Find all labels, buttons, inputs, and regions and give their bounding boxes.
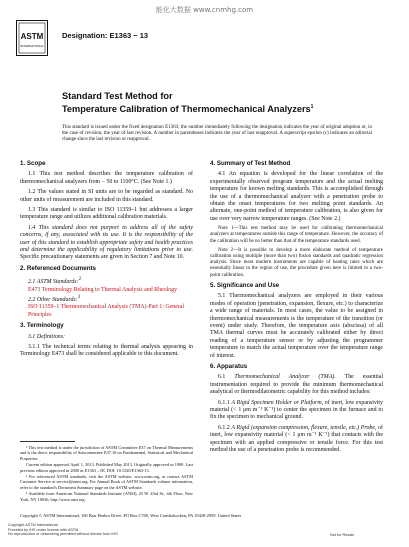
section-apparatus-heading: 6. Apparatus — [210, 362, 248, 370]
scope-1-4 — [20, 225, 193, 262]
terminology-definitions-label: 3.1 Definitions: — [28, 333, 65, 340]
section-scope-heading: 1. Scope — [20, 160, 46, 167]
apparatus-6-1: 6.1 Thermomechanical Analyzer (TMA). The essential instrumentation required to provide the minimum thermomechanical analytical or thermodilatometric capability for this method includes: — [210, 374, 384, 396]
section-summary-heading: 4. Summary of Test Method — [210, 160, 291, 167]
astm-international-logo — [16, 20, 48, 56]
footnote-3: ³ Available from American National Standards Institute (ANSI), 25 W. 43rd St., 4th Floor, New York, NY 10036, http://www.ansi.org. — [20, 491, 193, 502]
watermark: 能化大数据 www.cnmhg.com — [155, 6, 254, 14]
issued-note: This standard is issued under the fixed designation E1363; the number immediately following the designation indicates the year of original adoption or, in the case of revision, the year of last revision. A number in parentheses indicates the year of last reapproval. A superscript epsilon (ε) indicates an editorial change since the last revision or reapproval. — [62, 125, 372, 143]
apparatus-6-1-1: 6.1.1 A Rigid Specimen Holder or Platform, of inert, low expansivity material (< 1 μm m⁻¹ K⁻¹) to center the specimen in the furnace and to fix the specimen to mechanical ground. — [210, 399, 383, 421]
astm-standards-label: 2.1 ASTM Standards:$^2$ — [28, 277, 82, 286]
terminology-3-1-1: 3.1.1 The technical terms relating to thermal analysis appearing in Terminology E473 shall be considered applicable to this document. — [20, 344, 193, 358]
summary-4-1: 4.1 An equation is developed for the linear correlation of the experimentally observed program temperature and the actual melting temperature for known melting standards. This is accomplished through the use of a thermomechanical analyzer with a penetration probe to obtain the onset temperatures for two melting point standards. An alternate, one-point method of temperature calibration, is also given for use over very narrow temperature ranges. (See Note 2.) — [210, 171, 383, 222]
footnote-2: ² For referenced ASTM standards, visit the ASTM website, www.astm.org, or contact ASTM Customer Service at service@astm.org. For Annual Book of ASTM Standards volume information, refer to the standard's Document Summary page on the ASTM website. — [20, 474, 193, 490]
footnote-1: ¹ This test method is under the jurisdiction of ASTM Committee E37 on Thermal Measurements and is the direct responsibility of Subcommittee E37.10 on Fundamental, Statistical and Mechanical Properties. — [20, 445, 193, 461]
title-line-2: Temperature Calibration of Thermomechanical Analyzers$^1$ — [62, 104, 314, 115]
significance-5-1: 5.1 Thermomechanical analyzers are employed in their various modes of operation (penetration, expansion, flexure, etc.) to characterize a wide range of materials. In most cases, the value to be assigned in thermomechanical measurements is the temperature of the transition (or event) under study. Therefore, the temperature axis (abscissa) of all TMA thermal curves must be accurately calibrated either by direct reading of a temperature sensor or by adjusting the programmer temperature to match the actual temperature over the temperature range of interest. — [210, 293, 383, 359]
section-referenced-heading: 2. Referenced Documents — [20, 264, 96, 272]
section-terminology-heading: 3. Terminology — [20, 322, 64, 330]
other-standards-label: 2.2 Other Standards:$^3$ — [28, 295, 81, 304]
designation: Designation: E1363 − 13 — [62, 31, 149, 40]
scope-1-2: 1.2 The values stated in SI units are to be regarded as standard. No other units of measurement are included in this standard. — [20, 189, 193, 203]
right-column — [210, 157, 383, 457]
not-for-resale: Not for Resale — [330, 533, 355, 537]
footnote-1-edition: Current edition approved April 1, 2013. Published May 2013. Originally approved in 1990. Last previous edition approved in 2008 as E1363 – 08. DOI: 10.1520/E1363-13. — [20, 462, 193, 473]
footnote-divider — [20, 441, 75, 442]
title-footnote-mark: 1 — [310, 104, 314, 110]
logo-subtext: INTERNATIONAL — [20, 44, 44, 48]
scope-1-1: 1.1 This test method describes the temperature calibration of thermomechanical analyzers from − 50 to 1100°C. (See Note 1.) — [20, 171, 193, 185]
footnotes — [20, 445, 193, 503]
copyright-line: Copyright © ASTM International, 100 Barr Harbor Drive, PO Box C700, West Conshohocken, PA 19428-2959. United States — [20, 513, 242, 518]
reference-e473-link[interactable]: E473 Terminology Relating to Thermal Analysis and Rheology — [28, 286, 178, 293]
section-significance-heading: 5. Significance and Use — [210, 281, 280, 289]
scope-1-4-safety: 1.4 This standard does not purport to address all of the safety concerns, if any, associated with its use. It is the responsibility of the user of this standard to establish appropriate safety and health practices and determine the applicability of regulatory limitations prior to use. — [20, 224, 193, 254]
document-title — [62, 91, 392, 115]
note-2: Note 2—It is possible to develop a more elaborate method of temperature calibration using multiple (more than two) fusion standards and quadratic regression analysis. Since most modern instruments are capable of heating rates which are essentially linear in the region of use, the procedure given here is limited to a two-point calibration. — [210, 247, 383, 278]
apparatus-6-1-2: 6.1.2 A Rigid (expansion compression, flexure, tensile, etc.) Probe, of inert, low expansivity material (< 1 μm m⁻¹ K⁻¹) that contacts with the specimen with an applied compressive or tensile force. For this test method the use of a penetration probe is recommended. — [210, 424, 383, 453]
scope-1-3: 1.3 This standard is similar to ISO 11359–1 but addresses a larger temperature range and utilizes additional calibration materials. — [20, 207, 193, 221]
title-line-1: Standard Test Method for — [62, 91, 173, 101]
reference-iso-11359-link[interactable]: ISO 11359–1 Thermomechanical Analysis (TMA)-Part 1: General Principles — [28, 304, 185, 318]
logo-letters: ASTM — [20, 32, 44, 41]
scope-1-4-tail: Specific precautionary statements are given in Section 7 and Note 10. — [20, 254, 185, 261]
note-1: Note 1—This test method may be used for calibrating thermomechanical analyzers at temperatures outside this range of temperature. However, the accuracy of the calibration will be no better than that of the temperature standards used. — [210, 226, 383, 244]
left-column — [20, 157, 193, 362]
license-notice: Copyright ASTM International Provided by IHS under license with ASTM No reproduction or networking permitted without license from IHS — [8, 523, 118, 537]
